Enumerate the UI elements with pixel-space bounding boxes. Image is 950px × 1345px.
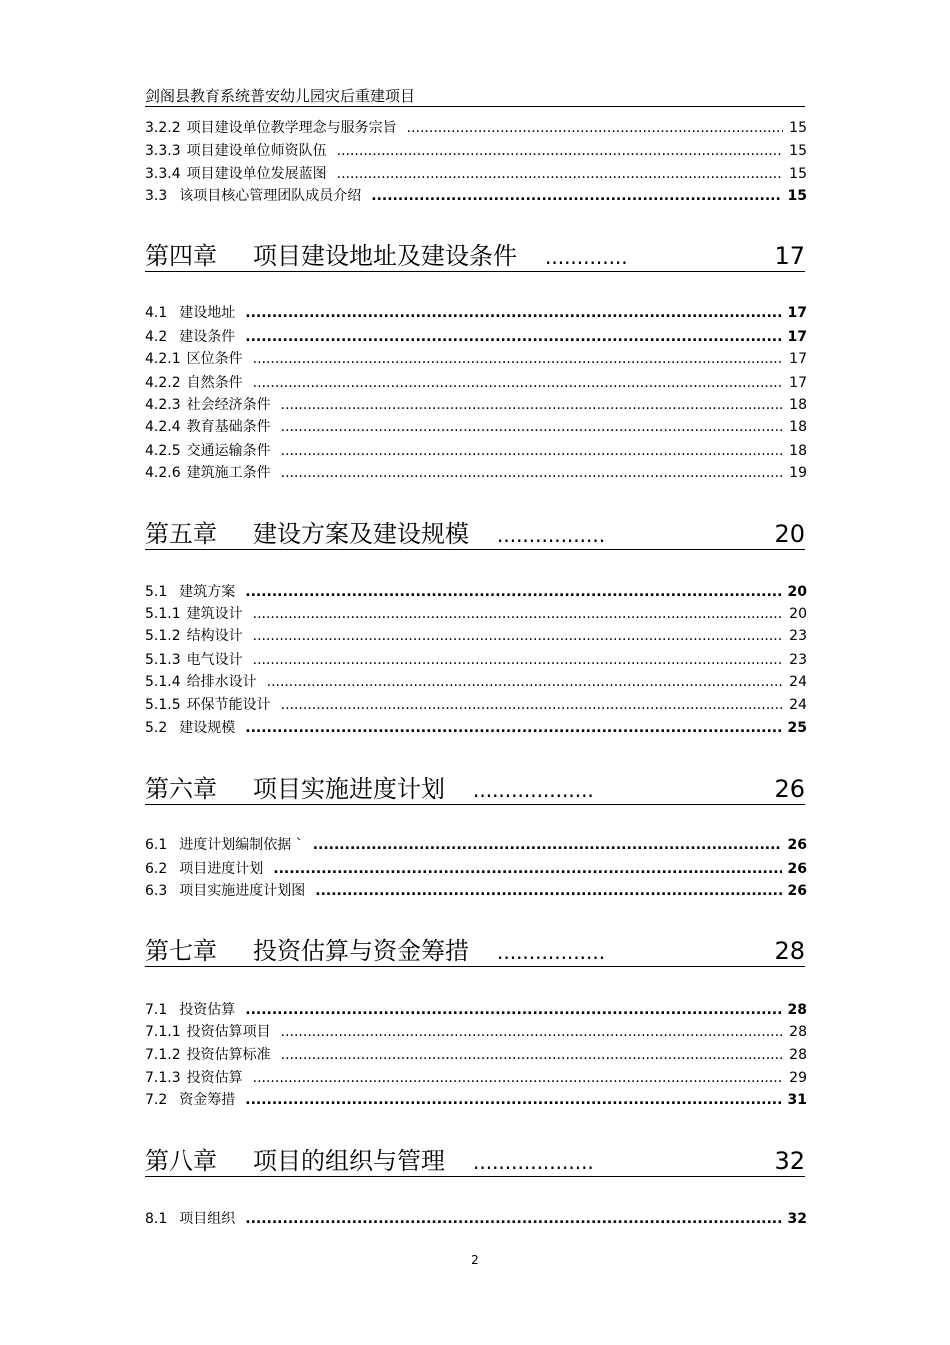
toc-entry-page: 17 xyxy=(787,329,807,345)
toc-entry-number: 4.2.4 xyxy=(145,419,181,435)
toc-entry-page: 26 xyxy=(787,883,807,899)
toc-leader-dots xyxy=(267,673,784,691)
toc-entry-page: 15 xyxy=(787,188,807,204)
toc-entry-number: 5.1.5 xyxy=(145,697,181,713)
chapter-title: 投资估算与资金筹措 xyxy=(253,937,469,965)
toc-entry-number: 6.3 xyxy=(145,883,168,899)
toc-entry-number: 3.3 xyxy=(145,188,168,204)
chapter-leader-dots: ................... xyxy=(473,778,594,802)
toc-leader-dots xyxy=(245,1001,781,1019)
toc-entry-number: 4.2.3 xyxy=(145,397,181,413)
chapter-title: 项目实施进度计划 xyxy=(253,775,445,803)
toc-entry-page: 18 xyxy=(789,397,807,413)
toc-entry-label: 投资估算项目 xyxy=(186,1024,271,1040)
toc-entry-page: 23 xyxy=(789,652,807,668)
toc-entry-number: 3.3.4 xyxy=(145,166,181,182)
chapter-page: 28 xyxy=(774,937,805,965)
toc-entry-page: 26 xyxy=(787,837,807,853)
toc-entry-label: 资金筹措 xyxy=(179,1092,236,1108)
toc-entry-label: 进度计划编制依据 ` xyxy=(179,837,303,853)
toc-entry-number: 3.3.3 xyxy=(145,143,181,159)
toc-entry-label: 建筑设计 xyxy=(186,606,243,622)
toc-entry[interactable] xyxy=(145,396,807,414)
chapter-leader-dots: ................. xyxy=(497,940,606,964)
toc-entry-number: 4.2.2 xyxy=(145,375,181,391)
toc-leader-dots xyxy=(253,651,784,669)
toc-entry[interactable] xyxy=(145,836,807,854)
toc-entry-label: 结构设计 xyxy=(186,628,243,644)
toc-leader-dots xyxy=(253,1069,784,1087)
toc-entry[interactable] xyxy=(145,651,807,669)
toc-entry-number: 7.2 xyxy=(145,1092,168,1108)
toc-entry[interactable] xyxy=(145,187,807,205)
chapter-heading[interactable] xyxy=(145,774,805,805)
toc-entry-number: 7.1.2 xyxy=(145,1047,181,1063)
toc-entry-label: 投资估算 xyxy=(186,1070,243,1086)
toc-entry-page: 18 xyxy=(789,419,807,435)
toc-entry-page: 28 xyxy=(789,1047,807,1063)
toc-leader-dots xyxy=(281,464,784,482)
toc-leader-dots xyxy=(245,583,781,601)
toc-entry-label: 建筑施工条件 xyxy=(186,465,271,481)
toc-entry[interactable] xyxy=(145,464,807,482)
toc-entry-number: 3.2.2 xyxy=(145,120,181,136)
toc-entry-number: 6.2 xyxy=(145,861,168,877)
chapter-page: 20 xyxy=(774,520,805,548)
toc-entry-page: 32 xyxy=(787,1211,807,1227)
toc-entry[interactable] xyxy=(145,1069,807,1087)
toc-entry-page: 18 xyxy=(789,443,807,459)
toc-leader-dots xyxy=(371,187,781,205)
toc-entry-label: 自然条件 xyxy=(186,375,243,391)
toc-entry[interactable] xyxy=(145,328,807,346)
toc-leader-dots xyxy=(253,627,784,645)
toc-entry[interactable] xyxy=(145,719,807,737)
toc-entry[interactable] xyxy=(145,1046,807,1064)
chapter-number: 第八章 xyxy=(145,1147,217,1175)
running-header: 剑阁县教育系统普安幼儿园灾后重建项目 xyxy=(145,87,416,105)
chapter-leader-dots: ................... xyxy=(473,1150,594,1174)
toc-entry-page: 20 xyxy=(787,584,807,600)
page-number: 2 xyxy=(471,1253,479,1267)
chapter-title: 项目的组织与管理 xyxy=(253,1147,445,1175)
chapter-number: 第四章 xyxy=(145,242,217,270)
chapter-page: 17 xyxy=(774,242,805,270)
toc-entry-label: 区位条件 xyxy=(186,351,243,367)
toc-leader-dots xyxy=(245,304,781,322)
toc-leader-dots xyxy=(245,328,781,346)
toc-entry[interactable] xyxy=(145,142,807,160)
toc-entry-number: 4.2 xyxy=(145,329,168,345)
toc-entry[interactable] xyxy=(145,1210,807,1228)
toc-entry-number: 7.1 xyxy=(145,1002,168,1018)
toc-entry[interactable] xyxy=(145,1091,807,1109)
toc-entry-label: 投资估算标准 xyxy=(186,1047,271,1063)
chapter-leader-dots: ................. xyxy=(497,523,606,547)
toc-leader-dots xyxy=(245,1091,781,1109)
toc-leader-dots xyxy=(337,165,784,183)
toc-entry-number: 7.1.3 xyxy=(145,1070,181,1086)
toc-leader-dots xyxy=(315,882,781,900)
toc-entry-page: 20 xyxy=(789,606,807,622)
toc-entry-page: 17 xyxy=(789,375,807,391)
toc-entry[interactable] xyxy=(145,304,807,322)
chapter-leader-dots: ............. xyxy=(545,245,628,269)
toc-entry[interactable] xyxy=(145,583,807,601)
toc-entry-page: 28 xyxy=(787,1002,807,1018)
toc-leader-dots xyxy=(281,418,784,436)
toc-leader-dots xyxy=(245,1210,781,1228)
toc-entry-number: 5.1 xyxy=(145,584,168,600)
toc-entry[interactable] xyxy=(145,350,807,368)
toc-leader-dots xyxy=(281,696,784,714)
toc-entry-label: 建设规模 xyxy=(179,720,236,736)
chapter-page: 32 xyxy=(774,1147,805,1175)
toc-entry[interactable] xyxy=(145,442,807,460)
chapter-heading[interactable] xyxy=(145,936,805,967)
toc-entry-label: 环保节能设计 xyxy=(186,697,271,713)
chapter-number: 第六章 xyxy=(145,775,217,803)
chapter-heading[interactable] xyxy=(145,1146,805,1177)
toc-leader-dots xyxy=(281,442,784,460)
toc-leader-dots xyxy=(253,350,784,368)
toc-entry-label: 项目实施进度计划图 xyxy=(179,883,306,899)
toc-entry-number: 5.1.3 xyxy=(145,652,181,668)
toc-entry-label: 社会经济条件 xyxy=(186,397,271,413)
toc-entry-number: 8.1 xyxy=(145,1211,168,1227)
toc-entry-number: 4.1 xyxy=(145,305,168,321)
toc-entry-page: 31 xyxy=(787,1092,807,1108)
toc-entry[interactable] xyxy=(145,627,807,645)
chapter-number: 第七章 xyxy=(145,937,217,965)
toc-entry[interactable] xyxy=(145,696,807,714)
toc-entry-number: 4.2.6 xyxy=(145,465,181,481)
chapter-number: 第五章 xyxy=(145,520,217,548)
toc-entry-page: 15 xyxy=(789,120,807,136)
toc-entry-number: 4.2.5 xyxy=(145,443,181,459)
toc-entry-page: 24 xyxy=(789,674,807,690)
toc-leader-dots xyxy=(253,605,784,623)
toc-leader-dots xyxy=(281,1046,784,1064)
toc-entry-number: 5.2 xyxy=(145,720,168,736)
toc-entry-page: 29 xyxy=(789,1070,807,1086)
toc-entry[interactable] xyxy=(145,374,807,392)
toc-entry-label: 教育基础条件 xyxy=(186,419,271,435)
toc-entry-label: 项目组织 xyxy=(179,1211,236,1227)
toc-entry-label: 该项目核心管理团队成员介绍 xyxy=(179,188,362,204)
chapter-heading[interactable] xyxy=(145,519,805,550)
toc-entry-number: 6.1 xyxy=(145,837,168,853)
toc-entry-label: 给排水设计 xyxy=(186,674,257,690)
toc-leader-dots xyxy=(273,860,781,878)
toc-entry-label: 建设地址 xyxy=(179,305,236,321)
toc-entry-label: 项目建设单位师资队伍 xyxy=(186,143,327,159)
toc-leader-dots xyxy=(313,836,782,854)
toc-entry-label: 建设条件 xyxy=(179,329,236,345)
toc-entry-number: 5.1.4 xyxy=(145,674,181,690)
toc-entry-page: 15 xyxy=(789,166,807,182)
toc-entry-page: 26 xyxy=(787,861,807,877)
toc-leader-dots xyxy=(281,1023,784,1041)
toc-leader-dots xyxy=(245,719,781,737)
toc-entry-page: 15 xyxy=(789,143,807,159)
toc-leader-dots xyxy=(407,119,784,137)
toc-leader-dots xyxy=(253,374,784,392)
chapter-page: 26 xyxy=(774,775,805,803)
toc-entry-page: 19 xyxy=(789,465,807,481)
toc-entry-number: 4.2.1 xyxy=(145,351,181,367)
header-rule xyxy=(145,106,805,107)
toc-entry-label: 交通运输条件 xyxy=(186,443,271,459)
toc-entry[interactable] xyxy=(145,418,807,436)
toc-entry-label: 项目进度计划 xyxy=(179,861,264,877)
toc-leader-dots xyxy=(281,396,784,414)
toc-leader-dots xyxy=(337,142,784,160)
toc-entry-page: 25 xyxy=(787,720,807,736)
chapter-title: 建设方案及建设规模 xyxy=(253,520,469,548)
toc-entry-number: 7.1.1 xyxy=(145,1024,181,1040)
toc-entry[interactable] xyxy=(145,165,807,183)
toc-entry[interactable] xyxy=(145,605,807,623)
toc-entry[interactable] xyxy=(145,882,807,900)
toc-entry-label: 投资估算 xyxy=(179,1002,236,1018)
toc-entry-label: 项目建设单位发展蓝图 xyxy=(186,166,327,182)
toc-entry[interactable] xyxy=(145,673,807,691)
toc-entry-page: 23 xyxy=(789,628,807,644)
toc-entry[interactable] xyxy=(145,860,807,878)
toc-entry-label: 电气设计 xyxy=(186,652,243,668)
toc-entry-page: 24 xyxy=(789,697,807,713)
toc-entry-label: 建筑方案 xyxy=(179,584,236,600)
toc-entry-page: 17 xyxy=(787,305,807,321)
toc-entry[interactable] xyxy=(145,1001,807,1019)
toc-entry-label: 项目建设单位教学理念与服务宗旨 xyxy=(186,120,397,136)
toc-entry-page: 28 xyxy=(789,1024,807,1040)
chapter-heading[interactable] xyxy=(145,241,805,272)
toc-entry-page: 17 xyxy=(789,351,807,367)
toc-entry[interactable] xyxy=(145,119,807,137)
toc-entry-number: 5.1.2 xyxy=(145,628,181,644)
toc-entry-number: 5.1.1 xyxy=(145,606,181,622)
chapter-title: 项目建设地址及建设条件 xyxy=(253,242,517,270)
toc-entry[interactable] xyxy=(145,1023,807,1041)
